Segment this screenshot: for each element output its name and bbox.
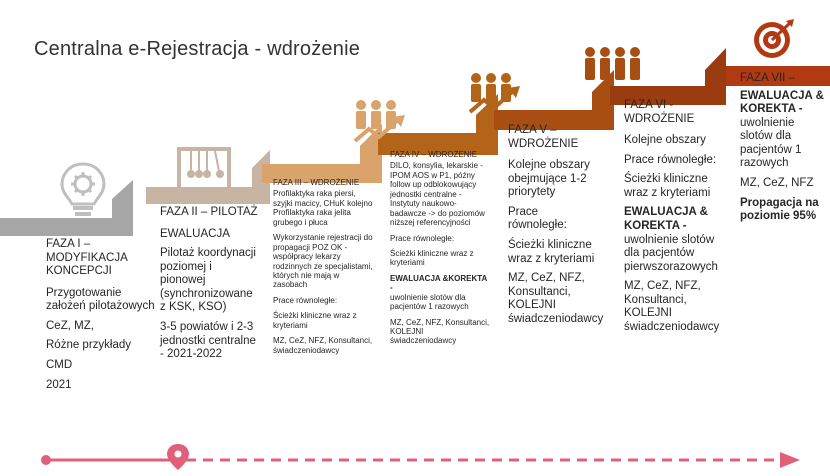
timeline-arrowhead [780,452,800,468]
phase-2-line: Pilotaż koordynacji poziomej i pionowej (synchronizowane z KSK, KSO) [160,247,256,314]
timeline-start-dot [41,455,51,465]
map-pin-icon [167,444,189,470]
phase-3-line: Wykorzystanie rejestracji do propagacji POZ OK - współpracy lekarzy rodzinnych ze specjalistami, których nie mają w zasobach [273,233,373,290]
newtons-cradle-icon [175,145,233,191]
phase-2-line: EWALUACJA [160,227,230,240]
phase-6-line: uwolnienie slotów dla pacjentów pierwszorazowych [624,233,718,273]
phase-1-line: CeZ, MZ, [46,319,94,332]
phase-4 [390,150,490,352]
phase-5-line: MZ, CeZ, NFZ, Konsultanci, KOLEJNI świadczeniodawcy [508,272,604,325]
phase-1-line: Różne przykłady [46,339,132,352]
phase-3-line: Prace równoległe: [273,295,338,305]
phase-3-line: MZ, CeZ, NFZ, Konsultanci, świadczeniodawcy [273,336,373,355]
phase-4-line: Prace równoległe: [390,233,455,243]
phase-5-line: Ścieżki kliniczne wraz z kryteriami [508,238,595,265]
phase-6-line: Ścieżki kliniczne wraz z kryteriami [624,173,711,199]
phase-3-line: Profilaktyka raka piersi, szyjki macicy, CHuK kolejno Profilaktyka raka jelita grubego i płuca [273,189,373,227]
phase-1-line: Przygotowanie założeń pilotażowych [46,286,155,313]
phase-5-header: FAZA V – WDROŻENIE [508,124,579,150]
team-icon [582,45,642,89]
phase-4-header: FAZA IV – WDROŻENIE [390,150,478,159]
phase-4-line: Ścieżki kliniczne wraz z kryteriami [390,248,474,268]
phase-6-line: Prace równoległe: [624,153,717,166]
phase-7-line: uwolnienie slotów dla pacjentów 1 razowych [740,116,802,170]
phase-7-line: EWALUACJA & KOREKTA - [740,89,824,116]
phase-1 [46,238,158,398]
gear-lightbulb-icon [57,160,109,218]
phase-6 [624,99,718,340]
phase-2 [160,206,258,368]
phase-2-line: 3-5 powiatów i 2-3 jednostki centralne - 2021-2022 [160,320,256,361]
target-icon [752,18,798,60]
phase-5-line: Kolejne obszary obejmujące 1-2 priorytety [508,159,590,199]
phase-4-line: MZ, CeZ, NFZ, Konsultanci, KOLEJNI świadczeniodawcy [390,317,490,346]
phase-5 [508,124,604,332]
phase-6-line: EWALUACJA & KOREKTA - [624,206,708,232]
phase-7 [740,72,828,230]
phase-1-header: FAZA I – MODYFIKACJA KONCEPCJI [46,238,128,278]
phase-7-line: Propagacja na poziomie 95% [740,196,819,223]
phase-6-header: FAZA VI - WDROŻENIE [624,99,695,125]
phase-6-line: Kolejne obszary [624,134,706,147]
phase-4-line: uwolnienie slotów dla pacjentów 1 razowych [390,292,469,312]
phase-7-line: MZ, CeZ, NFZ [740,176,814,189]
phase-3-line: Ścieżki kliniczne wraz z kryteriami [273,311,357,330]
phase-4-line: DILO, konsylia, lekarskie - IPOM AOS w P1, późny follow up odblokowujący jednostki centralne -Instytuty naukowo-badawcze -> do poziomów niższej referencyjności [390,161,485,228]
phase-1-line: CMD [46,358,73,371]
timeline-arrow [0,444,830,476]
people-rising-icon [353,97,409,147]
page-title: Centralna e-Rejestracja - wdrożenie [34,38,361,60]
phase-1-line: 2021 [46,378,72,391]
phase-4-line: EWALUACJA &KOREKTA - [390,273,488,293]
phase-3 [273,178,373,361]
phase-2-header: FAZA II – PILOTAŻ [160,206,258,218]
phase-6-line: MZ, CeZ, NFZ, Konsultanci, KOLEJNI świadczeniodawcy [624,280,720,333]
phase-3-header: FAZA III – WDROŻENIE [273,178,360,187]
phase-5-line: Prace równoległe: [508,205,567,232]
phase-7-header: FAZA VII – [740,72,795,84]
people-chart-icon [468,70,524,118]
